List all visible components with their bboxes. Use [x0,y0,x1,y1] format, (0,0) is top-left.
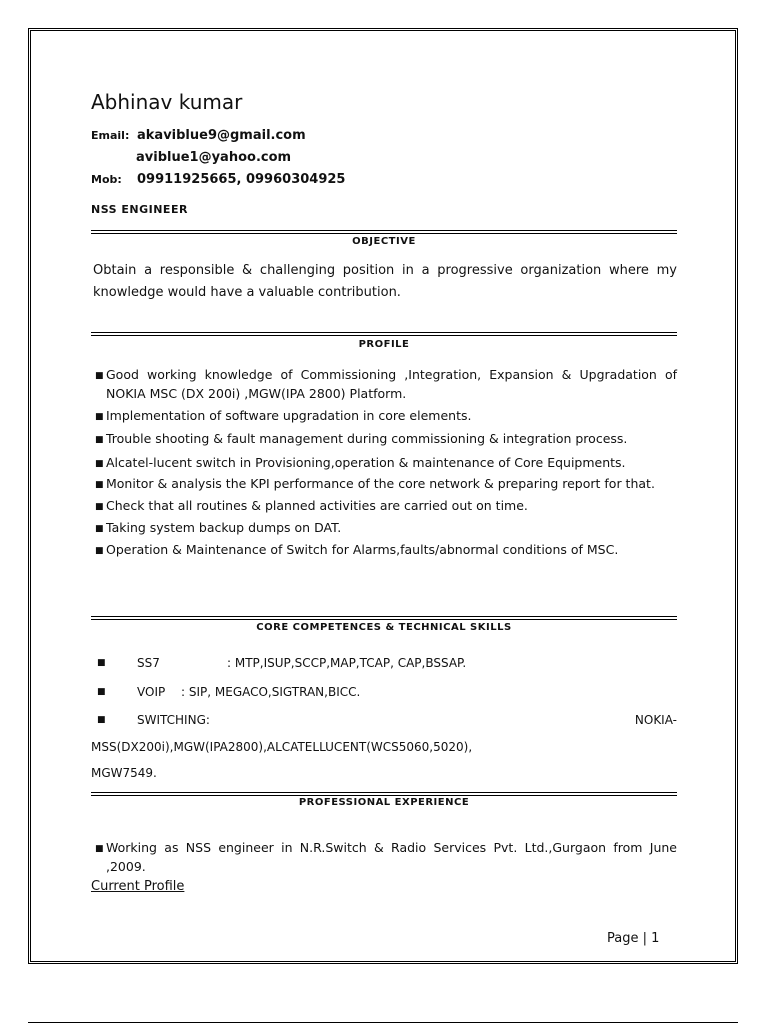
experience-title: PROFESSIONAL EXPERIENCE [298,797,470,808]
bullet-icon: ■ [95,524,104,534]
profile-list [95,366,677,560]
profile-title: PROFILE [358,339,410,350]
skill-key: SS7 [137,656,160,670]
bullet-icon: ■ [95,546,104,556]
list-item: ■ Trouble shooting & fault management during commissioning & integration process. [95,430,677,449]
experience-list [95,839,677,876]
list-item: ■ Good working knowledge of Commissioning ,Integration, Expansion & Upgradation of NOKIA MSC (DX 200i) ,MGW(IPA 2800) Platform. [95,367,677,401]
objective-text: Obtain a responsible & challenging position in a progressive organization where my knowledge would have a valuable contribution. [93,263,677,300]
email-label: Email: [91,129,130,142]
profile-rule [91,332,677,336]
page-number: Page | 1 [607,931,660,946]
mobile-value: 09911925665, 09960304925 [137,172,346,187]
list-item: ■ Operation & Maintenance of Switch for Alarms,faults/abnormal conditions of MSC. [95,541,677,560]
bullet-icon: ■ [95,412,104,422]
skill-value: : MTP,ISUP,SCCP,MAP,TCAP, CAP,BSSAP. [227,656,467,670]
objective-title: OBJECTIVE [352,236,416,247]
email-secondary: aviblue1@yahoo.com [136,150,292,165]
current-profile-heading: Current Profile [91,879,185,894]
experience-rule [91,792,677,796]
list-item: ■ Monitor & analysis the KPI performance of the core network & preparing report for that. [95,475,677,494]
skill-key: VOIP [137,685,166,699]
job-role: NSS ENGINEER [91,203,188,216]
objective-rule [91,230,677,234]
skill-key: SWITCHING: [137,713,210,727]
bullet-icon: ■ [95,480,104,490]
bullet-icon: ■ [97,658,106,668]
page-separator [28,1022,738,1023]
list-item: ■ Implementation of software upgradation in core elements. [95,407,677,426]
skills-title: CORE COMPETENCES & TECHNICAL SKILLS [256,622,512,633]
email-primary: akaviblue9@gmail.com [137,128,306,143]
bullet-icon: ■ [95,435,104,445]
list-item: ■ Working as NSS engineer in N.R.Switch & Radio Services Pvt. Ltd.,Gurgaon from June ,2009. [95,840,677,874]
candidate-name: Abhinav kumar [91,90,243,114]
bullet-icon: ■ [97,687,106,697]
skill-value-line: MGW7549. [91,766,157,780]
skill-value: NOKIA- [634,713,677,727]
list-item: ■ Check that all routines & planned activities are carried out on time. [95,497,677,516]
bullet-icon: ■ [95,371,104,381]
bullet-icon: ■ [95,502,104,512]
list-item: ■ Alcatel-lucent switch in Provisioning,operation & maintenance of Core Equipments. [95,454,677,473]
mobile-row [91,172,345,187]
mobile-label: Mob: [91,173,122,186]
list-item: ■ Taking system backup dumps on DAT. [95,519,677,538]
bullet-icon: ■ [95,459,104,469]
skills-rule [91,616,677,620]
bullet-icon: ■ [95,844,104,854]
skill-value: : SIP, MEGACO,SIGTRAN,BICC. [181,685,361,699]
email-row [91,128,306,143]
skill-value-line: MSS(DX200i),MGW(IPA2800),ALCATELLUCENT(WCS5060,5020), [91,740,473,754]
bullet-icon: ■ [97,715,106,725]
